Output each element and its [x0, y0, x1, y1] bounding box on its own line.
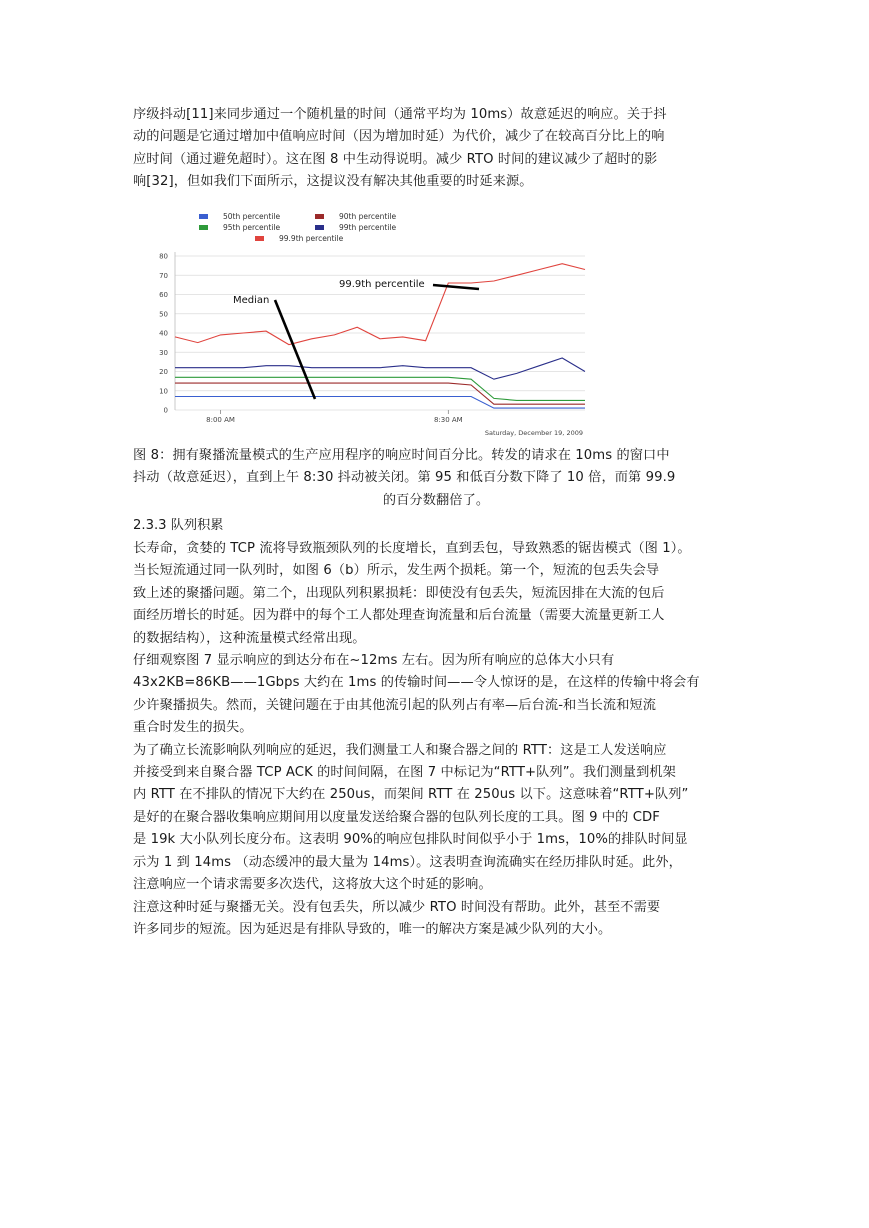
legend-swatch — [199, 225, 208, 230]
legend-label: 99th percentile — [339, 223, 397, 232]
series-line — [175, 383, 585, 404]
text-line: 是 19k 大小队列长度分布。这表明 90%的响应包排队时间似乎小于 1ms，10%的排队时间显 — [133, 832, 688, 848]
text-line: 的数据结构），这种流量模式经常出现。 — [133, 630, 366, 646]
text-line: 注意响应一个请求需要多次迭代，这将放大这个时延的影响。 — [133, 877, 492, 893]
text-line: 仔细观察图 7 显示响应的到达分布在~12ms 左右。因为所有响应的总体大小只有 — [133, 653, 615, 669]
text-line: 注意这种时延与聚播无关。没有包丢失，所以减少 RTO 时间没有帮助。此外，甚至不需要 — [133, 899, 661, 915]
y-tick-label: 30 — [159, 348, 168, 357]
text-line: 致上述的聚播问题。第二个，出现队列积累损耗：即使没有包丢失，短流因排在大流的包后 — [133, 585, 665, 601]
y-tick-label: 60 — [159, 291, 168, 299]
legend-swatch — [255, 236, 264, 241]
text-line: 43x2KB=86KB——1Gbps 大约在 1ms 的传输时间——令人惊讶的是，在这样的传输中将会有 — [133, 675, 700, 691]
annotation-arrow-99-9th — [433, 285, 479, 289]
legend-swatch — [315, 225, 324, 230]
caption-line: 的百分数翻倍了。 — [382, 492, 490, 508]
text-line: 应时间（通过避免超时）。这在图 8 中生动得说明。减少 RTO 时间的建议减少了超时的影 — [133, 151, 658, 167]
legend-label: 99.9th percentile — [279, 234, 344, 243]
text-line: 示为 1 到 14ms （动态缓冲的最大量为 14ms）。这表明查询流确实在经历排队时延。此外， — [133, 854, 682, 870]
y-tick-label: 40 — [159, 329, 168, 338]
y-tick-label: 70 — [159, 271, 168, 280]
y-tick-label: 10 — [159, 387, 168, 396]
section-body — [133, 538, 739, 941]
annotation-arrow-median — [275, 300, 315, 399]
text-line: 少许聚播损失。然而，关键问题在于由其他流引起的队列占有率—后台流-和当长流和短流 — [133, 697, 657, 713]
paragraph-intro — [133, 104, 739, 194]
text-line: 面经历增长的时延。因为群中的每个工人都处理查询流量和后台流量（需要大流量更新工人 — [133, 608, 665, 624]
text-line: 是好的在聚合器收集响应期间用以度量发送给聚合器的包队列长度的工具。图 9 中的 CDF — [133, 809, 660, 825]
x-tick-label: 8:00 AM — [206, 416, 235, 424]
figure-8-chart — [133, 206, 593, 442]
text-line: 许多同步的短流。因为延迟是有排队导致的，唯一的解决方案是减少队列的大小。 — [133, 921, 612, 937]
date-label: Saturday, December 19, 2009 — [484, 429, 583, 437]
text-line: 为了确立长流影响队列响应的延迟，我们测量工人和聚合器之间的 RTT：这是工人发送响应 — [133, 742, 667, 758]
text-line: 响[32]，但如我们下面所示，这提议没有解决其他重要的时延来源。 — [133, 174, 533, 190]
annotation-99-9th: 99.9th percentile — [339, 279, 425, 290]
caption-line: 抖动（故意延迟），直到上午 8:30 抖动被关闭。第 95 和低百分数下降了 10 倍，而第 99.9 — [133, 470, 676, 486]
y-tick-label: 50 — [159, 310, 168, 319]
y-tick-label: 20 — [159, 368, 168, 376]
text-line: 当长短流通过同一队列时，如图 6（b）所示，发生两个损耗。第一个，短流的包丢失会导 — [133, 563, 660, 579]
legend-label: 95th percentile — [223, 223, 281, 232]
y-tick-label: 0 — [163, 406, 168, 415]
x-tick-label: 8:30 AM — [433, 416, 463, 424]
text-line: 并接受到来自聚合器 TCP ACK 的时间间隔，在图 7 中标记为“RTT+队列”。我们测量到机架 — [133, 765, 676, 781]
figure-caption — [133, 445, 739, 512]
legend-swatch — [315, 214, 324, 219]
section-heading: 2.3.3 队列积累 — [133, 518, 224, 533]
text-line: 序级抖动[11]来同步通过一个随机量的时间（通常平均为 10ms）故意延迟的响应。关于抖 — [133, 107, 667, 122]
text-line: 长寿命，贪婪的 TCP 流将导致瓶颈队列的长度增长，直到丢包，导致熟悉的锯齿模式（图 1）。 — [133, 541, 691, 556]
legend-label: 90th percentile — [339, 212, 397, 221]
series-line — [175, 397, 585, 409]
series-line — [175, 358, 585, 379]
annotation-median: Median — [233, 295, 270, 306]
percentile-line-chart — [133, 206, 593, 442]
caption-line: 图 8：拥有聚播流量模式的生产应用程序的响应时间百分比。转发的请求在 10ms 的窗口中 — [133, 448, 670, 463]
text-line: 重合时发生的损失。 — [133, 720, 253, 736]
text-line: 内 RTT 在不排队的情况下大约在 250us，而架间 RTT 在 250us 以下。这意味着“RTT+队列” — [133, 787, 689, 803]
y-tick-label: 80 — [159, 252, 168, 261]
legend-label: 50th percentile — [223, 212, 281, 221]
text-line: 动的问题是它通过增加中值响应时间（因为增加时延）为代价，减少了在较高百分比上的响 — [133, 129, 665, 145]
legend-swatch — [199, 214, 208, 219]
